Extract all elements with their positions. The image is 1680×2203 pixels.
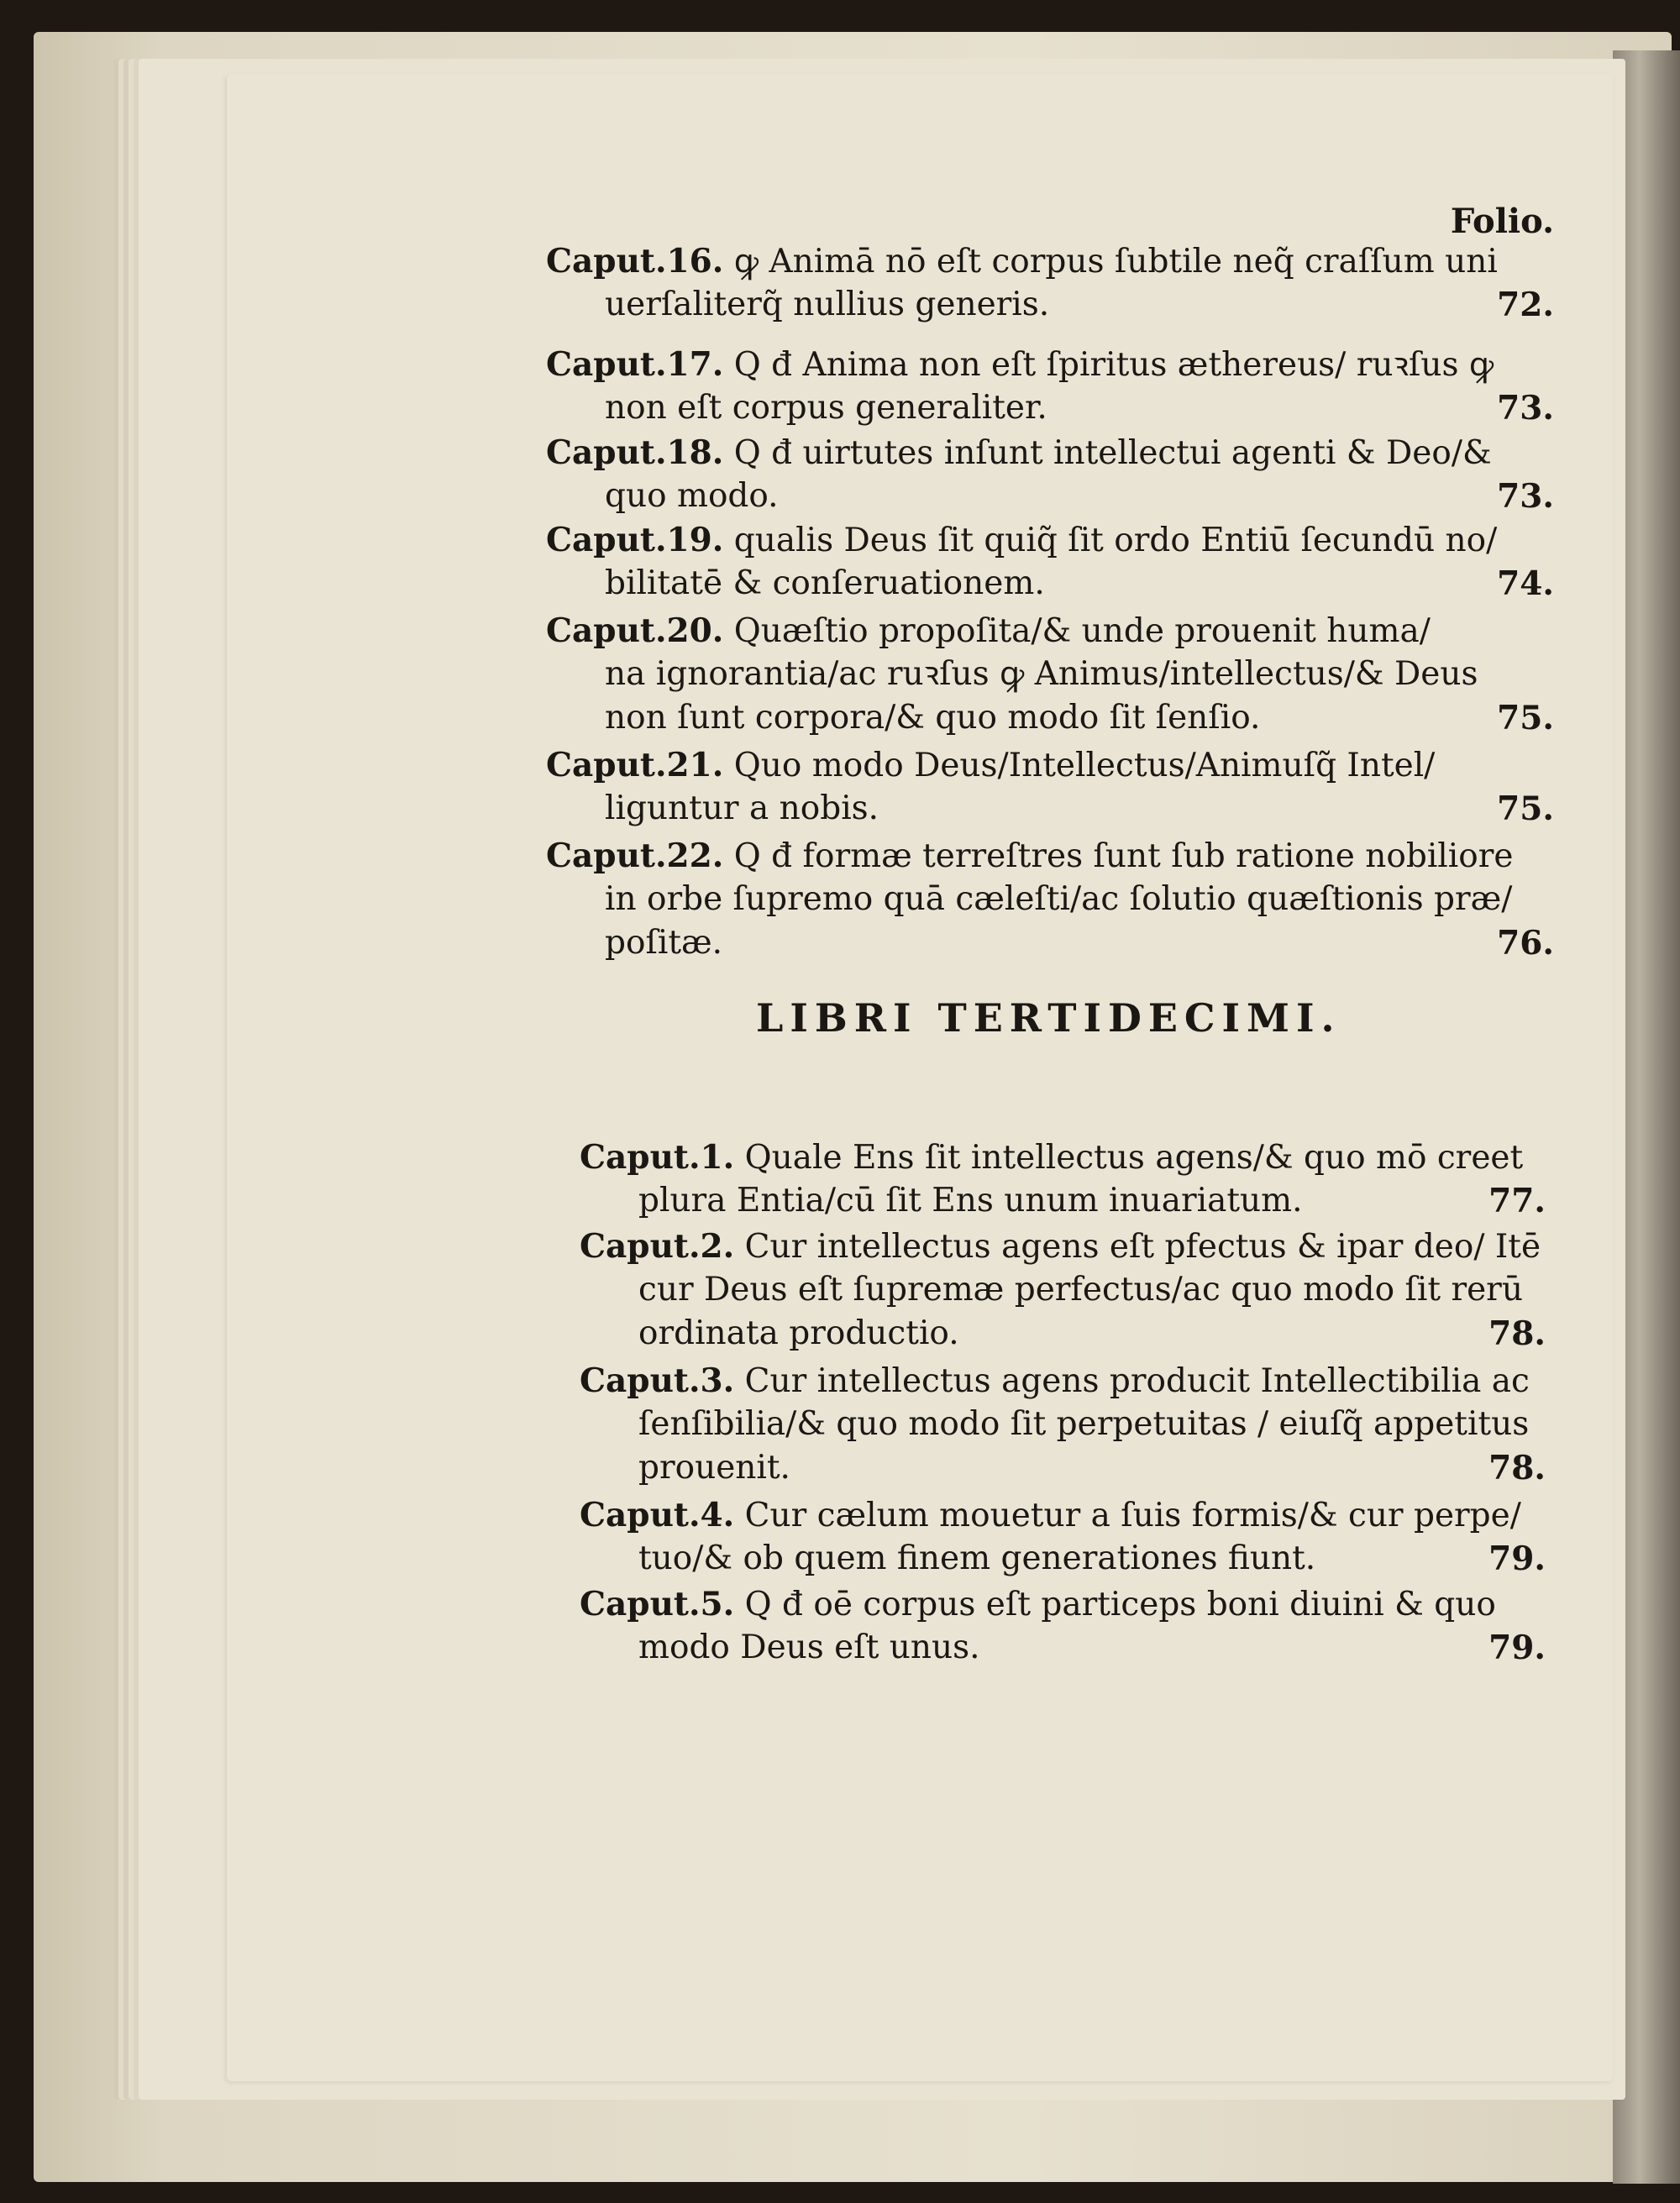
entry-text: Q đ oē corpus eſt particeps boni diuini & quo — [744, 1586, 1496, 1623]
chapter-label: Caput.4. — [580, 1496, 735, 1534]
entry-text: poſitæ. — [605, 924, 723, 962]
entry-text: ſenſibilia/& quo modo ſit perpetuitas / eiuſq̃ appetitus — [638, 1405, 1530, 1443]
page-number: 75. — [1497, 789, 1554, 828]
chapter-label: Caput.16. — [546, 242, 724, 281]
page-number: 75. — [1497, 699, 1554, 737]
page-number: 76. — [1497, 924, 1554, 963]
page-number: 73. — [1497, 477, 1554, 516]
entry-text: na ignorantia/ac ruꝛſus ꝙ Animus/intellectus/& Deus — [605, 655, 1478, 693]
entry-text: Cur cælum mouetur a ſuis formis/& cur perpe/ — [744, 1497, 1521, 1534]
entry-text: Quale Ens ſit intellectus agens/& quo mō creet — [744, 1139, 1524, 1177]
page-number: 79. — [1488, 1539, 1546, 1578]
entry-text: Q đ formæ terreſtres ſunt ſub ratione nobiliore — [733, 837, 1514, 875]
entry-text: Cur intellectus agens eſt pfectus & ipar deo/ Itē — [744, 1228, 1541, 1266]
chapter-label: Caput.5. — [580, 1585, 735, 1623]
page-number: 73. — [1497, 389, 1554, 427]
page-number: 74. — [1497, 564, 1554, 603]
entry-text: Cur intellectus agens producit Intellectibilia ac — [744, 1362, 1530, 1400]
entry-text: non ſunt corpora/& quo modo ſit ſenſio. — [605, 699, 1261, 737]
chapter-label: Caput.1. — [580, 1138, 735, 1177]
entry-text: Q đ uirtutes inſunt intellectui agenti & Deo/& — [733, 434, 1492, 472]
folio-header: Folio. — [1450, 202, 1554, 241]
chapter-label: Caput.19. — [546, 521, 724, 559]
entry-text: prouenit. — [638, 1449, 790, 1487]
section-heading: LIBRI TERTIDECIMI. — [756, 995, 1341, 1041]
entry-text: tuo/& ob quem finem generationes fiunt. — [638, 1539, 1316, 1577]
page-number: 78. — [1488, 1314, 1546, 1353]
entry-text: Q đ Anima non eſt ſpiritus æthereus/ ruꝛſus ꝙ — [733, 346, 1494, 384]
entry-text: Quæſtio propoſita/& unde prouenit huma/ — [733, 612, 1431, 650]
entry-text: ꝙ Animā nō eſt corpus ſubtile neq̃ craſſum uni — [733, 243, 1498, 281]
entry-text: non eſt corpus generaliter. — [605, 389, 1047, 427]
chapter-label: Caput.2. — [580, 1227, 735, 1266]
chapter-label: Caput.18. — [546, 433, 724, 472]
entry-text: qualis Deus ſit quiq̃ ſit ordo Entiū ſecundū no/ — [733, 522, 1498, 559]
chapter-label: Caput.22. — [546, 837, 724, 875]
chapter-label: Caput.20. — [546, 611, 724, 650]
entry-text: modo Deus eſt unus. — [638, 1629, 980, 1666]
entry-text: quo modo. — [605, 477, 779, 515]
page-number: 77. — [1488, 1182, 1546, 1220]
entry-text: ordinata productio. — [638, 1314, 959, 1352]
chapter-label: Caput.3. — [580, 1361, 735, 1400]
page-number: 72. — [1497, 286, 1554, 324]
entry-text: liguntur a nobis. — [605, 789, 879, 827]
entry-text: in orbe ſupremo quā cæleſti/ac ſolutio quæſtionis præ/ — [605, 880, 1513, 918]
entry-text: Quo modo Deus/Intellectus/Animuſq̃ Intel/ — [733, 747, 1436, 784]
chapter-label: Caput.17. — [546, 345, 724, 384]
entry-text: bilitatē & conſeruationem. — [605, 564, 1045, 602]
entry-text: plura Entia/cū ſit Ens unum inuariatum. — [638, 1182, 1303, 1220]
page-number: 78. — [1488, 1449, 1546, 1487]
entry-text: cur Deus eſt ſupremæ perfectus/ac quo modo ſit rerū — [638, 1271, 1523, 1309]
chapter-label: Caput.21. — [546, 746, 724, 784]
page-number: 79. — [1488, 1629, 1546, 1667]
entry-text: uerſaliterq̃ nullius generis. — [605, 286, 1050, 323]
